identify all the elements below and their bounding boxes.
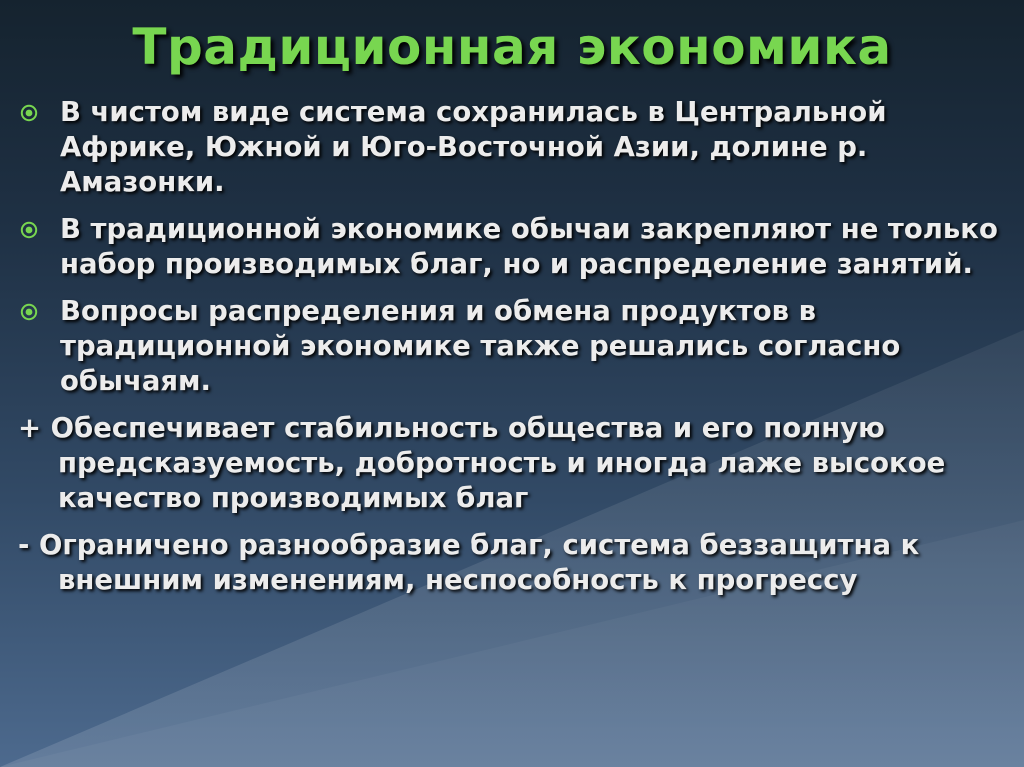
circle-dot-icon: [20, 221, 38, 239]
circle-dot-icon: [20, 104, 38, 122]
slide-title: Традиционная экономика: [132, 18, 892, 76]
bullet-item: [18, 294, 1010, 399]
bullet-item: [18, 212, 1010, 282]
circle-dot-icon: [20, 303, 38, 321]
disadvantage-item: [18, 528, 1010, 598]
advantage-item: [18, 411, 1010, 516]
disadvantage-text: - Ограничено разнообразие благ, система беззащитна к внешним изменениям, неспособность к прогрессу: [18, 529, 920, 596]
bullet-text: В чистом виде система сохранилась в Центральной Африке, Южной и Юго-Восточной Азии, долине р. Амазонки.: [60, 96, 887, 198]
bullet-item: [18, 95, 1010, 200]
slide-content: [18, 95, 1010, 610]
bullet-text: Вопросы распределения и обмена продуктов в традиционной экономике также решались согласно обычаям.: [60, 295, 901, 397]
advantage-text: + Обеспечивает стабильность общества и его полную предсказуемость, добротность и иногда лаже высокое качество производимых благ: [18, 412, 946, 514]
bullet-text: В традиционной экономике обычаи закрепляют не только набор производимых благ, но и распределение занятий.: [60, 213, 998, 280]
